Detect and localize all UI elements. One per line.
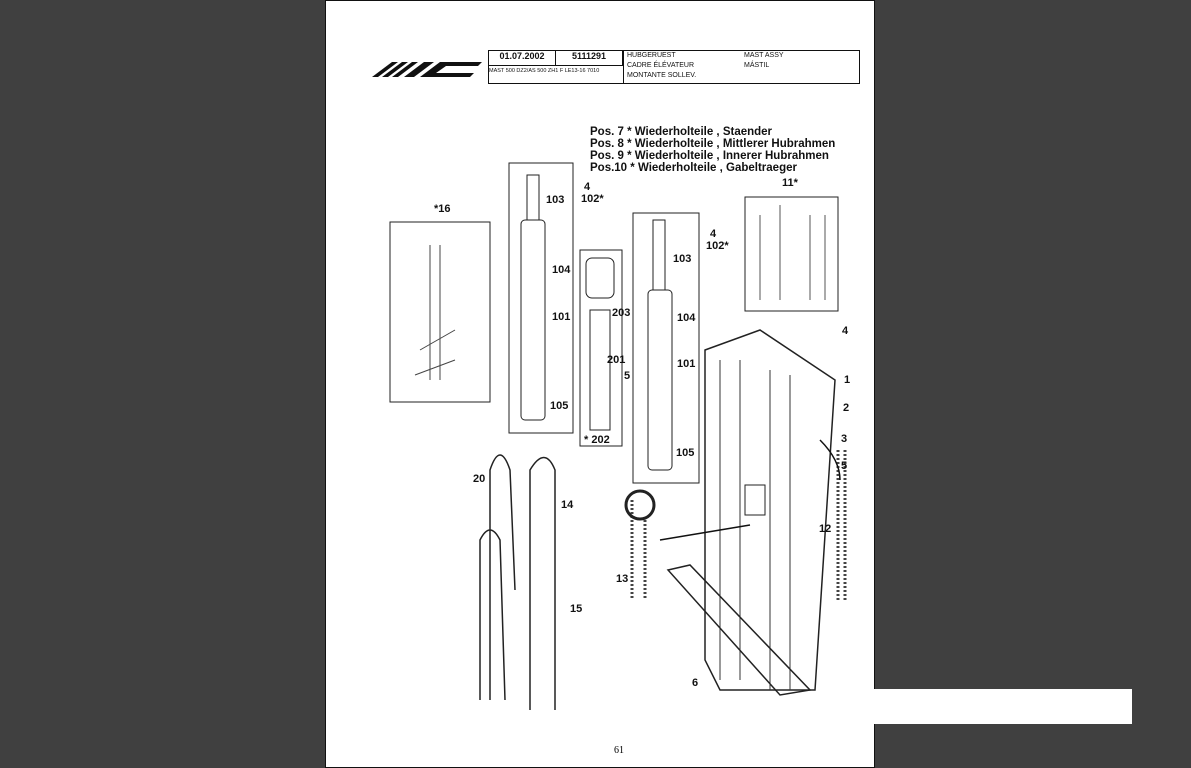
note: Pos.10 * Wiederholteile , Gabeltraeger <box>590 162 797 174</box>
callout: 103 <box>546 194 565 206</box>
callout: 20 <box>473 473 486 485</box>
callout: 15 <box>570 603 583 615</box>
callout: * 202 <box>584 434 610 446</box>
callout: 105 <box>550 400 569 412</box>
title-es: MÁSTIL <box>744 62 770 69</box>
note: Pos. 7 * Wiederholteile , Staender <box>590 126 773 138</box>
title-it: MONTANTE SOLLEV. <box>627 72 697 79</box>
callout: 203 <box>612 307 631 319</box>
callout: 4 <box>842 325 849 337</box>
title-fr: CADRE ÉLÉVATEUR <box>627 62 695 69</box>
callout: 13 <box>616 573 629 585</box>
callout: 101 <box>677 358 696 370</box>
callout: 102* <box>581 193 604 205</box>
callout: 5 <box>841 460 848 472</box>
callout: 1 <box>844 374 851 386</box>
date: 01.07.2002 <box>489 51 556 66</box>
callout: 14 <box>561 499 574 511</box>
callout: 105 <box>676 447 695 459</box>
callout: 5 <box>624 370 631 382</box>
callout: 103 <box>673 253 692 265</box>
title-en: MAST ASSY <box>744 52 784 59</box>
note: Pos. 9 * Wiederholteile , Innerer Hubrahmen <box>590 150 829 162</box>
title-de: HUBGERUEST <box>627 52 676 59</box>
callout: 4 <box>584 181 591 193</box>
callout: 102* <box>706 240 729 252</box>
white-overlay-box <box>872 689 1132 724</box>
callout: 104 <box>552 264 571 276</box>
callout: 11* <box>782 177 798 189</box>
callout: 201 <box>607 354 626 366</box>
callout: 104 <box>677 312 696 324</box>
mic-logo <box>372 62 482 77</box>
callout: *16 <box>434 203 451 215</box>
model: MAST 500 DZ2/AS 500 ZH1 F LE13-16 7010 <box>489 68 600 74</box>
callout: 6 <box>692 677 699 689</box>
callout: 101 <box>552 311 571 323</box>
callout: 12 <box>819 523 832 535</box>
callout: 2 <box>843 402 850 414</box>
callout: 3 <box>841 433 848 445</box>
note: Pos. 8 * Wiederholteile , Mittlerer Hubrahmen <box>590 138 836 150</box>
page-number: 61 <box>614 745 624 756</box>
callout: 4 <box>710 228 717 240</box>
part-number: 5111291 <box>556 51 623 66</box>
title-block <box>488 50 860 84</box>
